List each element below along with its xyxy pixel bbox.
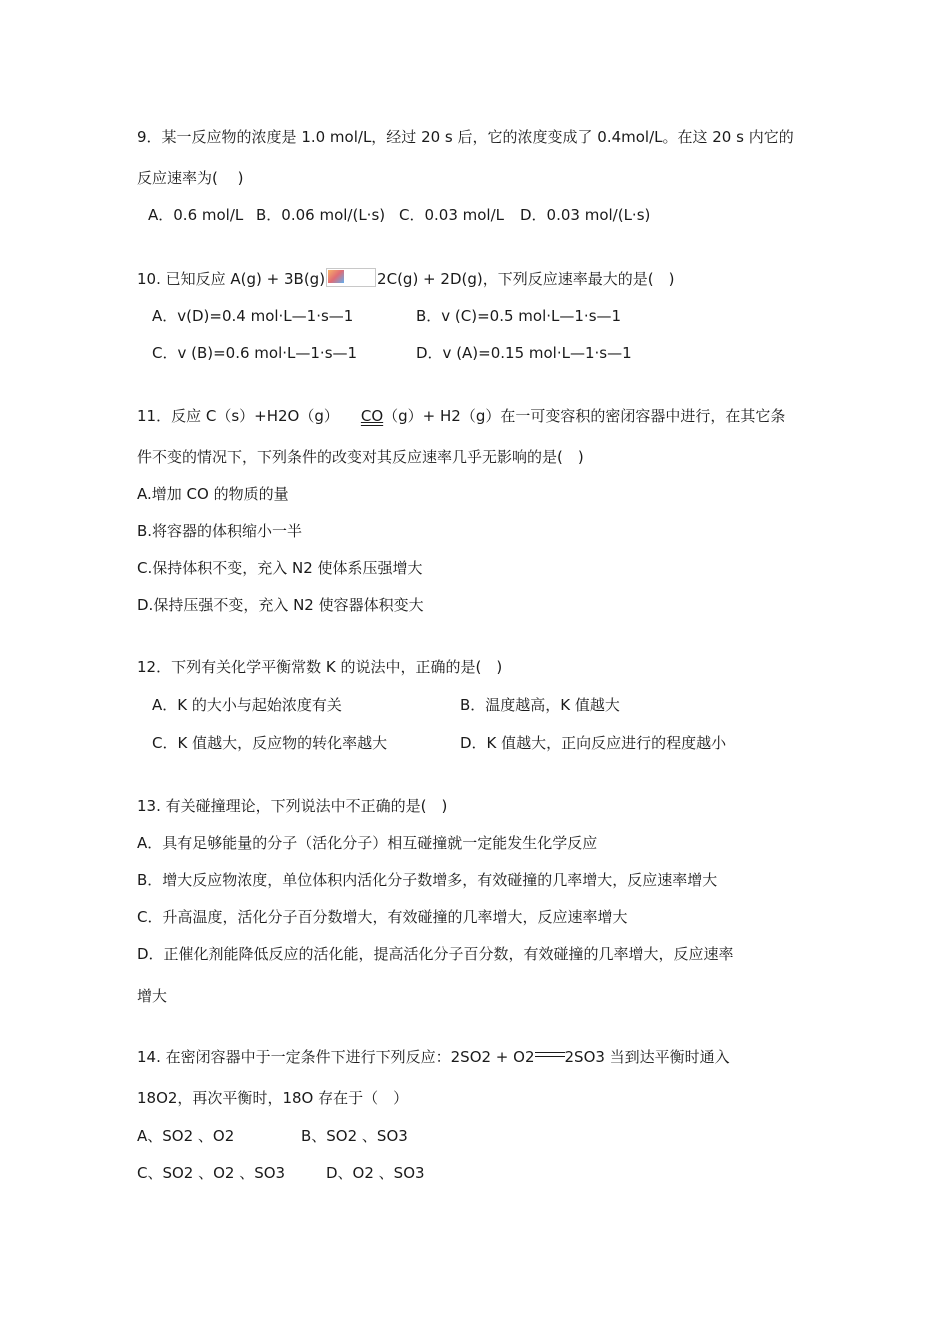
q11-stem-prefix: 11．反应 C（s）+H2O（g） [137, 407, 339, 425]
q11-option-d: D.保持压强不变，充入 N2 使容器体积变大 [137, 596, 424, 614]
q14-stem-line1 [137, 1047, 730, 1067]
q12-stem: 12．下列有关化学平衡常数 K 的说法中，正确的是( ) [137, 658, 503, 676]
q11-stem-suffix: （g）+ H2（g）在一可变容积的密闭容器中进行，在其它条 [383, 407, 786, 425]
q14-stem-line2: 18O2，再次平衡时，18O 存在于（ ） [137, 1089, 409, 1107]
q9-option-a: A．0.6 mol/L [148, 206, 244, 224]
q11-option-c: C.保持体积不变，充入 N2 使体系压强增大 [137, 559, 423, 577]
q11-stem-line1 [137, 406, 785, 426]
q14-stem-prefix: 14. 在密闭容器中于一定条件下进行下列反应：2SO2 + O2 [137, 1048, 535, 1066]
q12-option-b: B．温度越高，K 值越大 [460, 696, 620, 714]
q10-option-d: D．v (A)=0.15 mol·L—1·s—1 [416, 344, 632, 362]
q13-stem: 13. 有关碰撞理论，下列说法中不正确的是( ) [137, 797, 448, 815]
q10-option-b: B．v (C)=0.5 mol·L—1·s—1 [416, 307, 622, 325]
q13-option-a: A．具有足够能量的分子（活化分子）相互碰撞就一定能发生化学反应 [137, 834, 598, 852]
q10-stem-suffix: 2C(g) + 2D(g)，下列反应速率最大的是( ) [377, 270, 675, 288]
q12-option-a: A．K 的大小与起始浓度有关 [152, 696, 342, 714]
q9-option-c: C．0.03 mol/L [399, 206, 505, 224]
q13-option-d-line1: D．正催化剂能降低反应的活化能，提高活化分子百分数，有效碰撞的几率增大，反应速率 [137, 945, 734, 963]
q9-option-b: B．0.06 mol/(L·s) [256, 206, 386, 224]
q10-option-c: C．v (B)=0.6 mol·L—1·s—1 [152, 344, 358, 362]
q11-stem-line2: 件不变的情况下，下列条件的改变对其反应速率几乎无影响的是( ) [137, 448, 584, 466]
q10-stem-prefix: 10. 已知反应 A(g) + 3B(g) [137, 270, 326, 288]
equilibrium-arrow-image [326, 268, 376, 287]
q14-option-d: D、O2 、SO3 [326, 1164, 425, 1182]
q13-option-b: B．增大反应物浓度，单位体积内活化分子数增多，有效碰撞的几率增大，反应速率增大 [137, 871, 718, 889]
q12-option-d: D．K 值越大，正向反应进行的程度越小 [460, 734, 727, 752]
q11-co: CO [360, 407, 384, 425]
q12-option-c: C．K 值越大，反应物的转化率越大 [152, 734, 388, 752]
q14-option-b: B、SO2 、SO3 [301, 1127, 408, 1145]
q13-option-d-line2: 增大 [137, 987, 168, 1005]
q9-option-d: D．0.03 mol/(L·s) [520, 206, 651, 224]
q9-stem-line2: 反应速率为( ) [137, 169, 244, 187]
q11-option-b: B.将容器的体积缩小一半 [137, 522, 303, 540]
q13-option-c: C．升高温度，活化分子百分数增大，有效碰撞的几率增大，反应速率增大 [137, 908, 628, 926]
q10-option-a: A．v(D)=0.4 mol·L—1·s—1 [152, 307, 354, 325]
q11-option-a: A.增加 CO 的物质的量 [137, 485, 289, 503]
q9-stem-line1: 9．某一反应物的浓度是 1.0 mol/L，经过 20 s 后，它的浓度变成了 0.4mol/L。在这 20 s 内它的 [137, 128, 794, 146]
q10-stem [137, 268, 674, 289]
q14-option-a: A、SO2 、O2 [137, 1127, 235, 1145]
q14-option-c: C、SO2 、O2 、SO3 [137, 1164, 286, 1182]
equilibrium-arrow-icon [535, 1050, 565, 1060]
q14-stem-suffix: 2SO3 当到达平衡时通入 [564, 1048, 730, 1066]
broken-image-icon [328, 270, 344, 283]
